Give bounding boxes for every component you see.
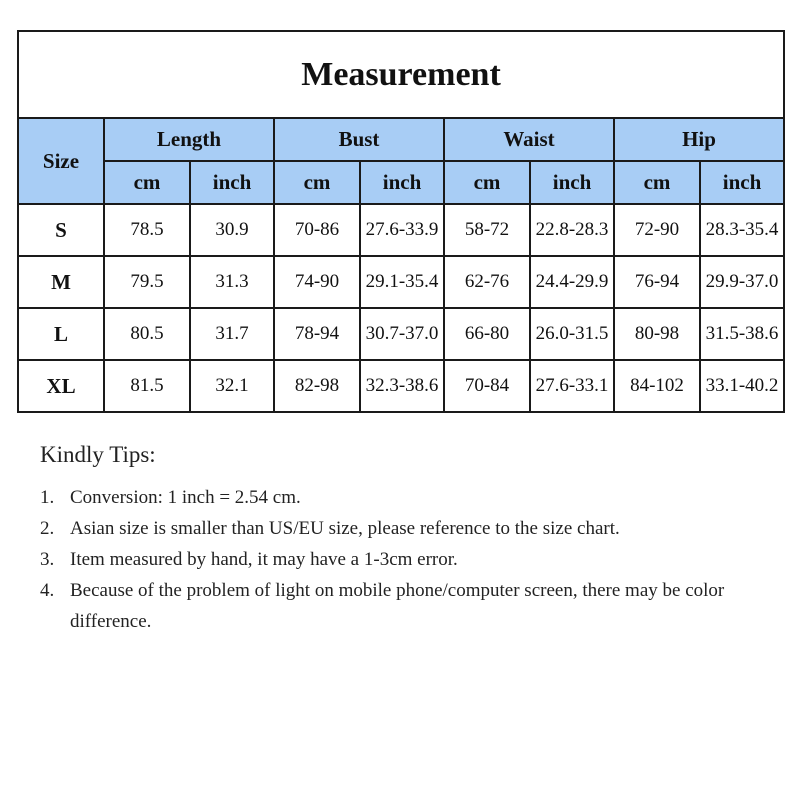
table-cell: 30.9 bbox=[190, 204, 274, 256]
table-cell: 84-102 bbox=[614, 360, 700, 412]
list-item bbox=[40, 544, 770, 575]
kindly-tips-section bbox=[40, 442, 770, 637]
tip-number: 4. bbox=[40, 580, 55, 601]
table-cell: 62-76 bbox=[444, 256, 530, 308]
unit-header: inch bbox=[700, 161, 784, 204]
list-item bbox=[40, 575, 770, 637]
size-cell: M bbox=[18, 256, 104, 308]
tips-list bbox=[40, 482, 770, 637]
tip-number: 3. bbox=[40, 549, 55, 570]
unit-header: cm bbox=[444, 161, 530, 204]
group-header-hip: Hip bbox=[614, 118, 784, 161]
table-cell: 29.1-35.4 bbox=[360, 256, 444, 308]
table-cell: 58-72 bbox=[444, 204, 530, 256]
table-cell: 80-98 bbox=[614, 308, 700, 360]
table-row bbox=[18, 256, 784, 308]
unit-header: inch bbox=[190, 161, 274, 204]
table-row bbox=[18, 204, 784, 256]
table-cell: 80.5 bbox=[104, 308, 190, 360]
table-cell: 32.1 bbox=[190, 360, 274, 412]
table-cell: 27.6-33.9 bbox=[360, 204, 444, 256]
table-cell: 26.0-31.5 bbox=[530, 308, 614, 360]
table-cell: 78-94 bbox=[274, 308, 360, 360]
list-item bbox=[40, 513, 770, 544]
table-cell: 81.5 bbox=[104, 360, 190, 412]
table-cell: 79.5 bbox=[104, 256, 190, 308]
tip-text: Conversion: 1 inch = 2.54 cm. bbox=[70, 487, 301, 508]
size-chart-table bbox=[17, 30, 785, 413]
title-row bbox=[18, 31, 784, 118]
table-cell: 28.3-35.4 bbox=[700, 204, 784, 256]
table-row bbox=[18, 308, 784, 360]
table-cell: 29.9-37.0 bbox=[700, 256, 784, 308]
unit-header: cm bbox=[274, 161, 360, 204]
table-cell: 24.4-29.9 bbox=[530, 256, 614, 308]
unit-header: cm bbox=[614, 161, 700, 204]
tips-title: Kindly Tips: bbox=[40, 442, 156, 467]
group-header-bust: Bust bbox=[274, 118, 444, 161]
table-row bbox=[18, 360, 784, 412]
chart-title: Measurement bbox=[18, 31, 784, 118]
list-item bbox=[40, 482, 770, 513]
size-cell: XL bbox=[18, 360, 104, 412]
unit-header: inch bbox=[530, 161, 614, 204]
table-cell: 27.6-33.1 bbox=[530, 360, 614, 412]
unit-header-row bbox=[18, 161, 784, 204]
table-cell: 74-90 bbox=[274, 256, 360, 308]
unit-header: cm bbox=[104, 161, 190, 204]
size-cell: S bbox=[18, 204, 104, 256]
table-cell: 76-94 bbox=[614, 256, 700, 308]
table-cell: 66-80 bbox=[444, 308, 530, 360]
table-cell: 72-90 bbox=[614, 204, 700, 256]
table-cell: 33.1-40.2 bbox=[700, 360, 784, 412]
group-header-waist: Waist bbox=[444, 118, 614, 161]
table-cell: 32.3-38.6 bbox=[360, 360, 444, 412]
table-cell: 31.5-38.6 bbox=[700, 308, 784, 360]
table-cell: 70-86 bbox=[274, 204, 360, 256]
unit-header: inch bbox=[360, 161, 444, 204]
size-cell: L bbox=[18, 308, 104, 360]
tip-text: Item measured by hand, it may have a 1-3cm error. bbox=[70, 549, 458, 570]
tip-text: Because of the problem of light on mobile phone/computer screen, there may be color difference. bbox=[70, 580, 725, 632]
tip-number: 1. bbox=[40, 487, 55, 508]
table-cell: 82-98 bbox=[274, 360, 360, 412]
size-column-header: Size bbox=[18, 118, 104, 204]
group-header-row bbox=[18, 118, 784, 161]
table-cell: 31.3 bbox=[190, 256, 274, 308]
table-cell: 22.8-28.3 bbox=[530, 204, 614, 256]
tip-text: Asian size is smaller than US/EU size, please reference to the size chart. bbox=[70, 518, 620, 539]
tip-number: 2. bbox=[40, 518, 55, 539]
table-cell: 30.7-37.0 bbox=[360, 308, 444, 360]
group-header-length: Length bbox=[104, 118, 274, 161]
table-cell: 31.7 bbox=[190, 308, 274, 360]
table-cell: 78.5 bbox=[104, 204, 190, 256]
table-cell: 70-84 bbox=[444, 360, 530, 412]
